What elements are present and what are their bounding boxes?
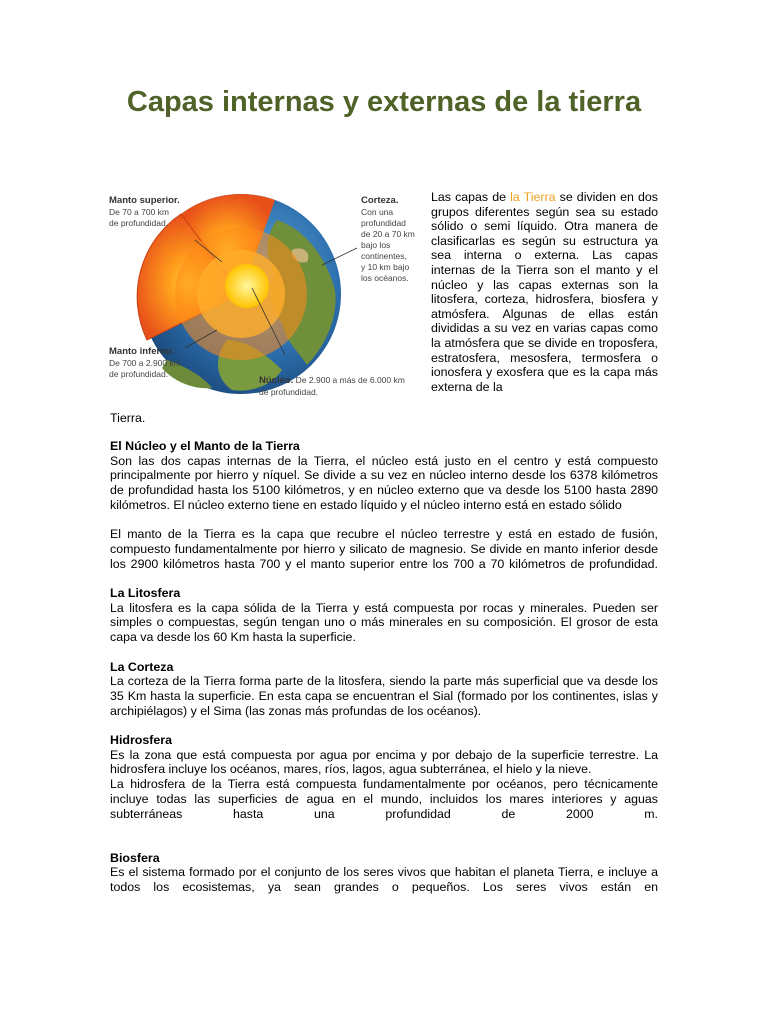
label-nucleo-title: Núcleo. xyxy=(259,375,294,386)
paragraph-biosfera: Es el sistema formado por el conjunto de los seres vivos que habitan el planeta Tierra, e incluye a todos los ecosistemas, ya sean grandes o pequeños. Los seres vivos están en xyxy=(110,865,658,895)
la-tierra-link[interactable]: la Tierra xyxy=(510,190,556,204)
label-text: de profundidad. xyxy=(259,387,319,397)
label-text: continentes, xyxy=(361,251,407,261)
label-manto-superior: Manto superior. xyxy=(109,195,180,206)
article-body xyxy=(110,439,658,895)
label-text: de 20 a 70 km xyxy=(361,229,415,239)
heading-biosfera: Biosfera xyxy=(110,850,160,865)
earth-cutaway-illustration xyxy=(107,190,425,408)
heading-hidrosfera: Hidrosfera xyxy=(110,733,172,747)
label-nucleo xyxy=(259,375,405,386)
label-corteza: Corteza. xyxy=(361,195,399,206)
heading-corteza: La Corteza xyxy=(110,659,174,674)
intro-tail: Tierra. xyxy=(110,411,146,425)
label-text: los océanos. xyxy=(361,273,409,283)
paragraph-manto: El manto de la Tierra es la capa que recubre el núcleo terrestre y está en estado de fusión, compuesto fundamentalmente por hierro y silicato de magnesio. Se divide en manto inferior desde los 2900 kilómetros hasta 700 y el manto superior entre los 700 a 70 kilómetros de profundidad. xyxy=(110,527,658,571)
label-text: profundidad xyxy=(361,218,406,228)
heading-litosfera: La Litosfera xyxy=(110,586,181,600)
inner-core xyxy=(225,264,269,308)
intro-text: Las capas de xyxy=(431,190,511,204)
paragraph-hidrosfera-2: La hidrosfera de la Tierra está compuesta fundamentalmente por océanos, pero técnicamente incluye todas las superficies de agua en el mundo, incluidos los mares interiores y aguas subterráneas hasta una profundidad de 2000 m. xyxy=(110,777,658,821)
intro-text: se dividen en dos grupos diferentes según sea su estado sólido o semi líquido. Otra manera de clasificarlas es según su estructura ya sea interna o externa. Las capas internas de la Tierra son el manto y el núcleo y las capas externas son la litosfera, corteza, hidrosfera, biosfera y atmósfera. Algunas de ellas están divididas a su vez en varias capas como la atmósfera que se divide en troposfera, estratosfera, mesosfera, termosfera o ionosfera y exosfera que es la capa más externa de la xyxy=(431,190,659,394)
label-text: De 700 a 2.900 km xyxy=(109,358,181,368)
label-text: De 2.900 a más de 6.000 km xyxy=(293,375,405,385)
label-text: bajo los xyxy=(361,240,391,250)
page-title: Capas internas y externas de la tierra xyxy=(126,86,642,118)
heading-nucleo-manto: El Núcleo y el Manto de la Tierra xyxy=(110,439,300,453)
label-text: y 10 km bajo xyxy=(361,262,410,272)
paragraph-nucleo: Son las dos capas internas de la Tierra, el núcleo está justo en el centro y está compuesto principalmente por hierro y níquel. Se divide a su vez en núcleo interno desde los 6378 kilómetros de profundidad hasta los 5100 kilómetros, y en núcleo externo que va desde los 5100 hasta 2890 kilómetros. El núcleo externo tiene en estado líquido y el núcleo interno está en estado sólido xyxy=(110,453,658,512)
label-text: Con una xyxy=(361,207,394,217)
label-manto-inferior: Manto inferior. xyxy=(109,346,175,357)
label-text: De 70 a 700 km xyxy=(109,207,170,217)
paragraph-hidrosfera-1: Es la zona que está compuesta por agua por encima y por debajo de la superficie terrestre. La hidrosfera incluye los océanos, mares, ríos, lagos, agua subterránea, el hielo y la nieve. xyxy=(110,747,658,777)
label-text: de profundidad. xyxy=(109,369,169,379)
paragraph-litosfera: La litosfera es la capa sólida de la Tierra y está compuesta por rocas y minerales. Pueden ser simples o compuestas, según tengan uno o más minerales en su composición. El grosor de esta capa va desde los 60 Km hasta la superficie. xyxy=(110,600,658,645)
earth-layers-figure xyxy=(107,190,425,408)
intro-paragraph xyxy=(431,190,658,394)
paragraph-corteza: La corteza de la Tierra forma parte de la litosfera, siendo la parte más superficial que va desde los 35 Km hasta la superficie. En esta capa se encuentran el Sial (formado por los continentes, islas y archipiélagos) y el Sima (las zonas más profundas de los océanos). xyxy=(110,674,658,718)
label-text: de profundidad. xyxy=(109,218,169,228)
